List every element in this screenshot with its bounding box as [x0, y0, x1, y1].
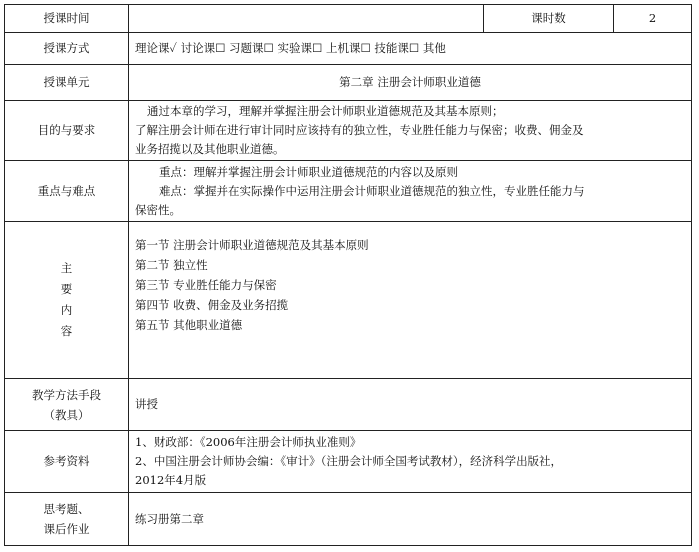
teaching-mode-value: 理论课✓ 讨论课☐ 习题课☐ 实验课☐ 上机课☐ 技能课☐ 其他	[129, 33, 692, 65]
row-homework	[5, 493, 692, 546]
difficulty-line: 保密性。	[135, 202, 181, 217]
teaching-method-label-line: 教学方法手段	[32, 387, 101, 402]
teaching-mode-label: 授课方式	[5, 33, 129, 65]
main-content-label-char: 容	[60, 324, 73, 338]
homework-value: 练习册第二章	[129, 493, 692, 546]
references-label: 参考资料	[5, 431, 129, 493]
homework-label-line: 思考题、	[43, 502, 90, 516]
section-item: 第五节 其他职业道德	[135, 318, 243, 332]
homework-label	[5, 493, 129, 546]
teaching-method-label-line: （教具）	[43, 407, 90, 422]
teaching-unit-label: 授课单元	[5, 65, 129, 101]
key-points-text	[129, 161, 692, 222]
section-item: 第四节 收费、佣金及业务招揽	[135, 298, 289, 312]
teaching-time-value	[129, 5, 484, 33]
row-teaching-time	[5, 5, 692, 33]
goals-line: 业务招揽以及其他职业道德。	[135, 142, 285, 156]
row-teaching-method	[5, 379, 692, 431]
goals-label: 目的与要求	[5, 101, 129, 161]
key-point-line: 重点：理解并掌握注册会计师职业道德规范的内容以及原则	[159, 164, 458, 179]
reference-line: 2012年4月版	[135, 473, 207, 487]
teaching-unit-value: 第二章 注册会计师职业道德	[129, 65, 692, 101]
row-key-points	[5, 161, 692, 222]
main-content-sections	[129, 222, 692, 379]
section-item: 第二节 独立性	[135, 258, 208, 272]
difficulty-line: 难点：掌握并在实际操作中运用注册会计师职业道德规范的独立性，专业胜任能力与	[159, 183, 585, 198]
teaching-method-label	[5, 379, 129, 431]
references-text	[129, 431, 692, 493]
goals-text	[129, 101, 692, 161]
reference-line: 2、中国注册会计师协会编：《审计》（注册会计师全国考试教材），经济科学出版社，	[135, 454, 563, 468]
syllabus-form	[4, 4, 691, 547]
section-item: 第三节 专业胜任能力与保密	[135, 278, 277, 292]
row-teaching-unit	[5, 65, 692, 101]
main-content-label	[5, 222, 129, 379]
class-hours-value: 2	[614, 5, 692, 33]
section-item: 第一节 注册会计师职业道德规范及其基本原则	[135, 238, 369, 252]
main-content-label-char: 内	[60, 303, 73, 317]
class-hours-label: 课时数	[484, 5, 614, 33]
goals-line: 通过本章的学习，理解并掌握注册会计师职业道德规范及其基本原则；	[147, 104, 504, 118]
row-main-content	[5, 222, 692, 379]
teaching-time-label: 授课时间	[5, 5, 129, 33]
key-points-label: 重点与难点	[5, 161, 129, 222]
row-references	[5, 431, 692, 493]
row-teaching-mode	[5, 33, 692, 65]
teaching-method-value: 讲授	[129, 379, 692, 431]
row-goals	[5, 101, 692, 161]
main-content-label-char: 主	[60, 261, 73, 275]
reference-line: 1、财政部：《2006年注册会计师执业准则》	[135, 435, 362, 449]
main-content-label-char: 要	[60, 282, 73, 296]
homework-label-line: 课后作业	[43, 522, 90, 536]
syllabus-table	[4, 4, 692, 546]
goals-line: 了解注册会计师在进行审计同时应该持有的独立性，专业胜任能力与保密；收费、佣金及	[135, 123, 584, 137]
